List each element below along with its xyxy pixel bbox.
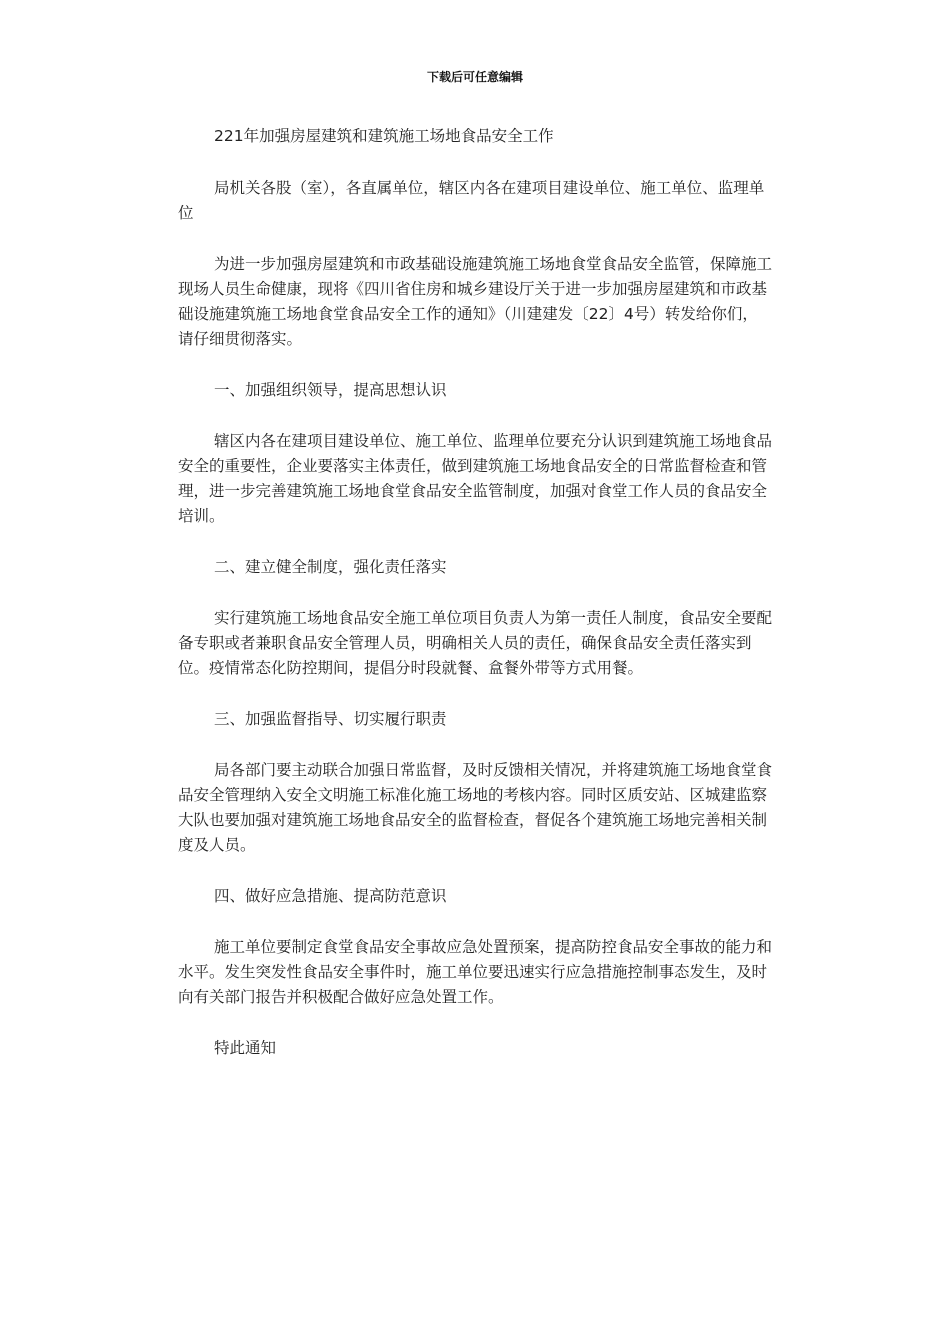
section-body-3: 局各部门要主动联合加强日常监督，及时反馈相关情况，并将建筑施工场地食堂食品安全管理纳入安全文明施工标准化施工场地的考核内容。同时区质安站、区城建监察大队也要加强对建筑施工场地食品安全的监督检查，督促各个建筑施工场地完善相关制度及人员。 — [178, 761, 773, 854]
section-heading-4: 四、做好应急措施、提高防范意识 — [214, 887, 447, 905]
section-body-4: 施工单位要制定食堂食品安全事故应急处置预案，提高防控食品安全事故的能力和水平。发生突发性食品安全事件时，施工单位要迅速实行应急措施控制事态发生，及时向有关部门报告并积极配合做好应急处置工作。 — [178, 938, 773, 1006]
section-heading-2: 二、建立健全制度，强化责任落实 — [214, 558, 447, 576]
intro-paragraph: 为进一步加强房屋建筑和市政基础设施建筑施工场地食堂食品安全监管，保障施工现场人员生命健康，现将《四川省住房和城乡建设厅关于进一步加强房屋建筑和市政基础设施建筑施工场地食堂食品安全工作的通知》（川建建发〔22〕4号）转发给你们，请仔细贯彻落实。 — [178, 255, 773, 348]
document-title: 221年加强房屋建筑和建筑施工场地食品安全工作 — [214, 127, 554, 145]
section-body-1: 辖区内各在建项目建设单位、施工单位、监理单位要充分认识到建筑施工场地食品安全的重要性，企业要落实主体责任，做到建筑施工场地食品安全的日常监督检查和管理，进一步完善建筑施工场地食堂食品安全监管制度，加强对食堂工作人员的食品安全培训。 — [178, 432, 773, 525]
section-heading-3: 三、加强监督指导、切实履行职责 — [214, 710, 447, 728]
download-note: 下载后可任意编辑 — [426, 70, 523, 84]
document-body — [178, 124, 772, 1087]
section-body-2: 实行建筑施工场地食品安全施工单位项目负责人为第一责任人制度，食品安全要配备专职或者兼职食品安全管理人员，明确相关人员的责任，确保食品安全责任落实到位。疫情常态化防控期间，提倡分时段就餐、盒餐外带等方式用餐。 — [178, 609, 773, 677]
recipients: 局机关各股（室），各直属单位，辖区内各在建项目建设单位、施工单位、监理单位 — [178, 179, 765, 222]
closing-line: 特此通知 — [214, 1039, 277, 1057]
section-heading-1: 一、加强组织领导，提高思想认识 — [214, 381, 447, 399]
